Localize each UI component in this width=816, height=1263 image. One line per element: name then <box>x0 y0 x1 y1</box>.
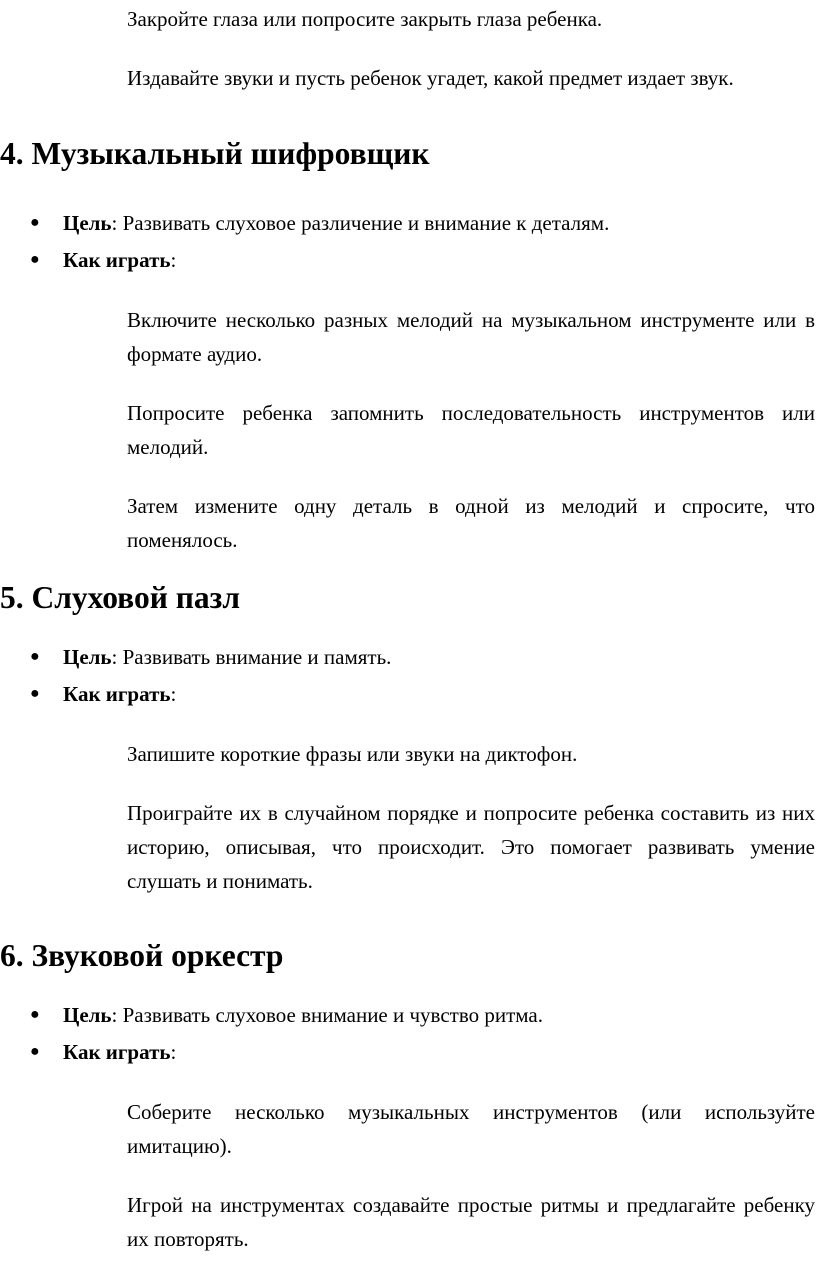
goal-bullet <box>0 640 816 677</box>
step-paragraph: Попросите ребенка запомнить последовательность инструментов или мелодий. <box>127 401 815 459</box>
bullet-dot-icon: ● <box>30 1006 40 1023</box>
goal-bullet <box>0 998 816 1035</box>
section-heading-6: 6. Звуковой оркестр <box>0 938 284 973</box>
bullet-dot-icon: ● <box>30 214 40 231</box>
intro-paragraph-2: Издавайте звуки и пусть ребенок угадет, какой предмет издает звук. <box>127 66 734 90</box>
how-to-play-label: Как играть <box>63 682 171 706</box>
goal-label: Цель <box>63 645 112 669</box>
bullet-dot-icon: ● <box>30 648 40 665</box>
step-paragraph: Проиграйте их в случайном порядке и попросите ребенка составить из них историю, описывая, что происходит. Это помогает развивать умение слушать и понимать. <box>127 801 815 893</box>
step-paragraph: Игрой на инструментах создавайте простые ритмы и предлагайте ребенку их повторять. <box>127 1193 815 1251</box>
section-heading-5: 5. Слуховой пазл <box>0 580 240 615</box>
goal-label: Цель <box>63 1003 112 1027</box>
how-to-play-colon: : <box>170 248 177 272</box>
how-to-play-bullet <box>0 1035 816 1072</box>
goal-text: : Развивать слуховое различение и внимание к деталям. <box>111 211 610 235</box>
goal-label: Цель <box>63 211 112 235</box>
section-6-bullets <box>0 998 816 1072</box>
bullet-dot-icon: ● <box>30 1043 40 1060</box>
how-to-play-colon: : <box>170 1040 177 1064</box>
goal-bullet <box>0 206 816 243</box>
how-to-play-label: Как играть <box>63 248 171 272</box>
intro-paragraph-1: Закройте глаза или попросите закрыть глаза ребенка. <box>127 7 603 31</box>
section-4-bullets <box>0 206 816 280</box>
how-to-play-label: Как играть <box>63 1040 171 1064</box>
how-to-play-bullet <box>0 243 816 280</box>
section-heading-4: 4. Музыкальный шифровщик <box>0 136 430 171</box>
goal-text: : Развивать слуховое внимание и чувство ритма. <box>111 1003 544 1027</box>
how-to-play-bullet <box>0 677 816 714</box>
section-5-bullets <box>0 640 816 714</box>
step-paragraph: Затем измените одну деталь в одной из мелодий и спросите, что поменялось. <box>127 494 815 552</box>
bullet-dot-icon: ● <box>30 685 40 702</box>
goal-text: : Развивать внимание и память. <box>111 645 392 669</box>
step-paragraph: Соберите несколько музыкальных инструментов (или используйте имитацию). <box>127 1100 815 1158</box>
step-paragraph: Запишите короткие фразы или звуки на диктофон. <box>127 742 578 766</box>
how-to-play-colon: : <box>170 682 177 706</box>
bullet-dot-icon: ● <box>30 251 40 268</box>
step-paragraph: Включите несколько разных мелодий на музыкальном инструменте или в формате аудио. <box>127 308 815 366</box>
